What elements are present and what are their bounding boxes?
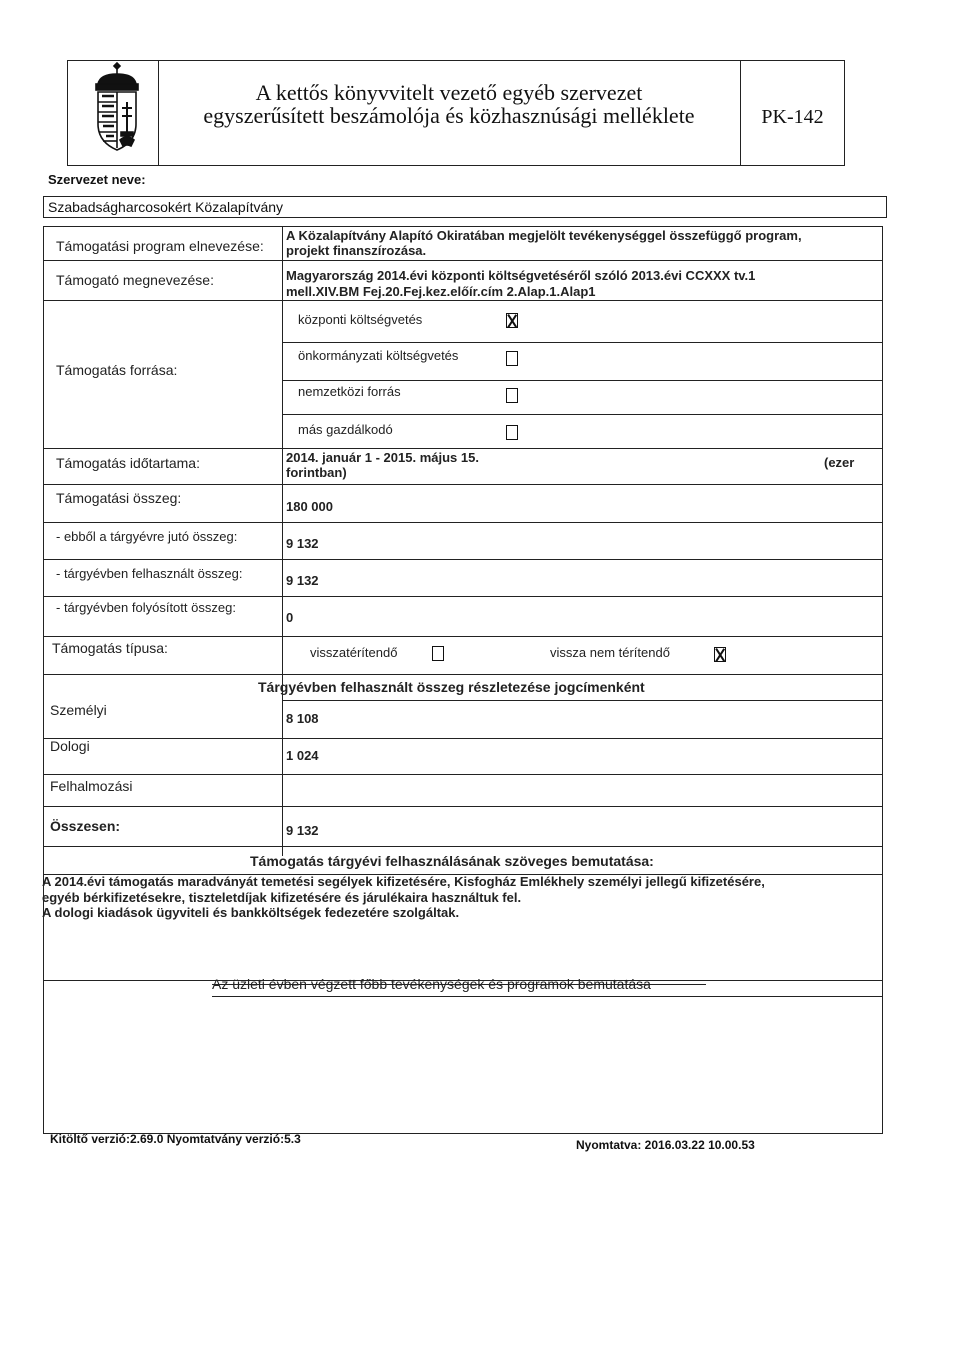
- used-amount-label: - tárgyévben felhasznált összeg:: [56, 566, 243, 581]
- form-code: PK-142: [761, 106, 824, 128]
- total-amount-value: 180 000: [286, 499, 333, 514]
- duration-label: Támogatás időtartama:: [56, 455, 200, 471]
- breakdown-title: Tárgyévben felhasznált összeg részletezése jogcímenként: [258, 679, 645, 695]
- row-separator: [282, 342, 882, 343]
- source-option-checkbox[interactable]: [506, 425, 518, 440]
- usage-text-line3: A dologi kiadások ügyviteli és bankköltségek fedezetére szolgáltak.: [42, 905, 460, 920]
- nonrefundable-label: vissza nem térítendő: [550, 645, 670, 660]
- refundable-label: visszatérítendő: [310, 645, 398, 660]
- breakdown-row-label: Dologi: [50, 738, 90, 754]
- row-separator: [282, 380, 882, 381]
- row-separator: [43, 300, 883, 301]
- row-separator: [282, 700, 882, 701]
- program-name-line2: projekt finanszírozása.: [286, 243, 427, 258]
- row-separator: [43, 774, 883, 775]
- form-right-border: [882, 226, 883, 1134]
- form-title-line1: A kettős könyvvitelt vezető egyéb szervezet: [255, 80, 643, 105]
- supporter-line1: Magyarország 2014.évi központi költségvetéséről szóló 2013.évi CCXXX tv.1: [286, 268, 756, 283]
- org-name-value: Szabadságharcosokért Közalapítvány: [48, 199, 284, 215]
- activities-underline: [212, 996, 882, 997]
- used-amount-value: 9 132: [286, 573, 319, 588]
- row-separator: [43, 484, 883, 485]
- currency-unit-part2: forintban): [286, 465, 347, 480]
- activities-title: Az üzleti évben végzett főbb tevékenységek és programok bemutatása: [212, 976, 651, 992]
- source-option-checkbox[interactable]: [506, 313, 518, 328]
- row-separator: [43, 846, 883, 847]
- form-left-border: [43, 226, 44, 1134]
- year-amount-value: 9 132: [286, 536, 319, 551]
- supporter-label: Támogató megnevezése:: [56, 272, 214, 288]
- breakdown-row-value: 1 024: [286, 748, 319, 763]
- source-option-checkbox[interactable]: [506, 351, 518, 366]
- year-amount-label: - ebből a tárgyévre jutó összeg:: [56, 529, 238, 544]
- row-separator: [43, 806, 883, 807]
- footer-version: Kitöltő verzió:2.69.0 Nyomtatvány verzió:5.3: [50, 1132, 301, 1146]
- usage-text-line1: A 2014.évi támogatás maradványát temetési segélyek kifizetésére, Kisfogház Emlékhely személyi jellegű kifizetésére,: [42, 874, 765, 889]
- source-option-label: más gazdálkodó: [298, 422, 393, 437]
- org-name-label: Szervezet neve:: [48, 172, 146, 187]
- activities-strike: [212, 984, 706, 985]
- form-title-line2: egyszerűsített beszámolója és közhasznúsági melléklete: [203, 103, 695, 128]
- breakdown-row-label: Felhalmozási: [50, 778, 133, 794]
- paid-amount-value: 0: [286, 610, 294, 625]
- row-separator: [43, 636, 883, 637]
- row-separator: [43, 448, 883, 449]
- source-label: Támogatás forrása:: [56, 362, 178, 378]
- supporter-line2: mell.XIV.BM Fej.20.Fej.kez.előír.cím 2.Alap.1.Alap1: [286, 284, 596, 299]
- duration-value: 2014. január 1 - 2015. május 15.: [286, 450, 479, 465]
- source-option-label: központi költségvetés: [298, 312, 423, 327]
- program-name-line1: A Közalapítvány Alapító Okiratában megjelölt tevékenységgel összefüggő program,: [286, 228, 802, 243]
- breakdown-row-value: 8 108: [286, 711, 319, 726]
- breakdown-total-label: Összesen:: [50, 818, 121, 834]
- program-name-label: Támogatási program elnevezése:: [56, 238, 264, 254]
- row-separator: [282, 414, 882, 415]
- row-separator: [43, 596, 883, 597]
- total-amount-label: Támogatási összeg:: [56, 490, 182, 506]
- breakdown-total-value: 9 132: [286, 823, 319, 838]
- type-label: Támogatás típusa:: [52, 640, 168, 656]
- form-top-border: [43, 226, 883, 227]
- row-separator: [43, 674, 883, 675]
- row-separator: [43, 559, 883, 560]
- footer-print-date: Nyomtatva: 2016.03.22 10.00.53: [576, 1138, 755, 1152]
- usage-title: Támogatás tárgyévi felhasználásának szöveges bemutatása:: [250, 853, 654, 869]
- source-option-label: önkormányzati költségvetés: [298, 348, 459, 363]
- currency-unit-part1: (ezer: [824, 455, 855, 470]
- coat-of-arms-icon: [84, 62, 150, 158]
- paid-amount-label: - tárgyévben folyósított összeg:: [56, 600, 236, 615]
- refundable-checkbox[interactable]: [432, 646, 444, 661]
- row-separator: [43, 738, 883, 739]
- usage-text-line2: egyéb bérkifizetésekre, tiszteletdíjak kifizetésére és járulékaira használtuk fel.: [42, 890, 522, 905]
- value-column-divider: [282, 226, 283, 856]
- source-option-checkbox[interactable]: [506, 388, 518, 403]
- source-option-label: nemzetközi forrás: [298, 384, 401, 399]
- row-separator: [43, 260, 883, 261]
- nonrefundable-checkbox[interactable]: [714, 647, 726, 662]
- row-separator: [43, 522, 883, 523]
- breakdown-row-label: Személyi: [50, 702, 107, 718]
